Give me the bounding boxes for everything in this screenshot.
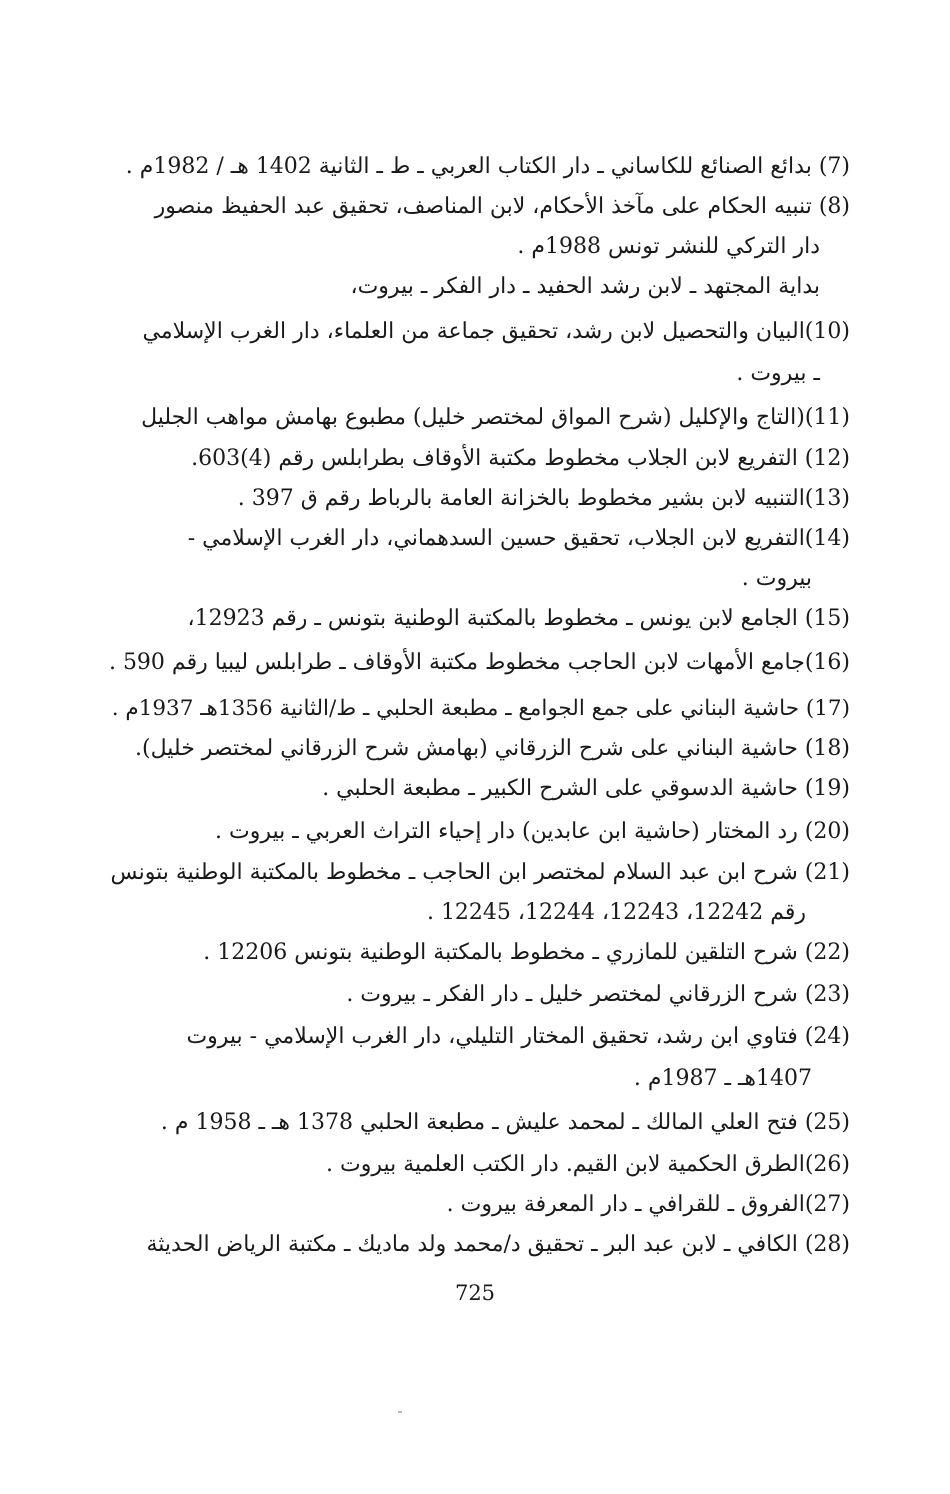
reference-line: (23) شرح الزرقاني لمختصر خليل ـ دار الفكر ـ بيروت . [346, 982, 850, 1007]
reference-line: 1407هـ ـ 1987م . [633, 1066, 812, 1091]
reference-line: (14)التفريع لابن الجلاب، تحقيق حسين السدهماني، دار الغرب الإسلامي - [187, 526, 850, 551]
scan-speck [398, 1411, 402, 1413]
reference-line: (8) تنبيه الحكام على مآخذ الأحكام، لابن المناصف، تحقيق عبد الحفيظ منصور [154, 194, 850, 219]
reference-line: (25) فتح العلي المالك ـ لمحمد عليش ـ مطبعة الحلبي 1378 هـ ـ 1958 م . [160, 1110, 850, 1135]
reference-line: دار التركي للنشر تونس 1988م . [517, 234, 820, 259]
page-number: 725 [454, 1281, 496, 1305]
reference-line: بيروت . [741, 566, 812, 591]
reference-line: (17) حاشية البناني على جمع الجوامع ـ مطبعة الحلبي ـ ط/الثانية 1356هـ 1937م . [111, 696, 850, 721]
reference-line: (18) حاشية البناني على شرح الزرقاني (بهامش شرح الزرقاني لمختصر خليل). [135, 736, 850, 761]
reference-line: (7) بدائع الصنائع للكاساني ـ دار الكتاب العربي ـ ط ـ الثانية 1402 هـ / 1982م . [125, 154, 850, 179]
reference-line: بداية المجتهد ـ لابن رشد الحفيد ـ دار الفكر ـ بيروت، [350, 274, 820, 299]
reference-line: (12) التفريع لابن الجلاب مخطوط مكتبة الأوقاف بطرابلس رقم (4)603. [191, 446, 850, 471]
reference-line: (22) شرح التلقين للمازري ـ مخطوط بالمكتبة الوطنية بتونس 12206 . [203, 940, 850, 965]
reference-line: (15) الجامع لابن يونس ـ مخطوط بالمكتبة الوطنية بتونس ـ رقم 12923، [187, 606, 850, 631]
reference-line: (16)جامع الأمهات لابن الحاجب مخطوط مكتبة الأوقاف ـ طرابلس ليبيا رقم 590 . [108, 650, 850, 675]
reference-line: (28) الكافي ـ لابن عبد البر ـ تحقيق د/محمد ولد ماديك ـ مكتبة الرياض الحديثة [146, 1232, 850, 1257]
reference-line: (21) شرح ابن عبد السلام لمختصر ابن الحاجب ـ مخطوط بالمكتبة الوطنية بتونس [110, 860, 850, 885]
reference-line: رقم 12242، 12243، 12244، 12245 . [426, 900, 806, 925]
reference-line: (10)البيان والتحصيل لابن رشد، تحقيق جماعة من العلماء، دار الغرب الإسلامي [142, 319, 850, 344]
reference-line: (24) فتاوي ابن رشد، تحقيق المختار التليلي، دار الغرب الإسلامي - بيروت [186, 1024, 850, 1049]
reference-line: (13)التنبيه لابن بشير مخطوط بالخزانة العامة بالرباط رقم ق 397 . [237, 486, 850, 511]
reference-line: (19) حاشية الدسوقي على الشرح الكبير ـ مطبعة الحلبي . [322, 776, 850, 801]
reference-line: (11)(التاج والإكليل (شرح المواق لمختصر خليل) مطبوع بهامش مواهب الجليل [141, 405, 850, 430]
reference-line: (20) رد المختار (حاشية ابن عابدين) دار إحياء التراث العربي ـ بيروت . [215, 819, 850, 844]
reference-line: (26)الطرق الحكمية لابن القيم. دار الكتب العلمية بيروت . [326, 1152, 850, 1177]
reference-line: (27)الفروق ـ للقرافي ـ دار المعرفة بيروت . [446, 1192, 850, 1217]
reference-line: ـ بيروت . [736, 361, 820, 386]
